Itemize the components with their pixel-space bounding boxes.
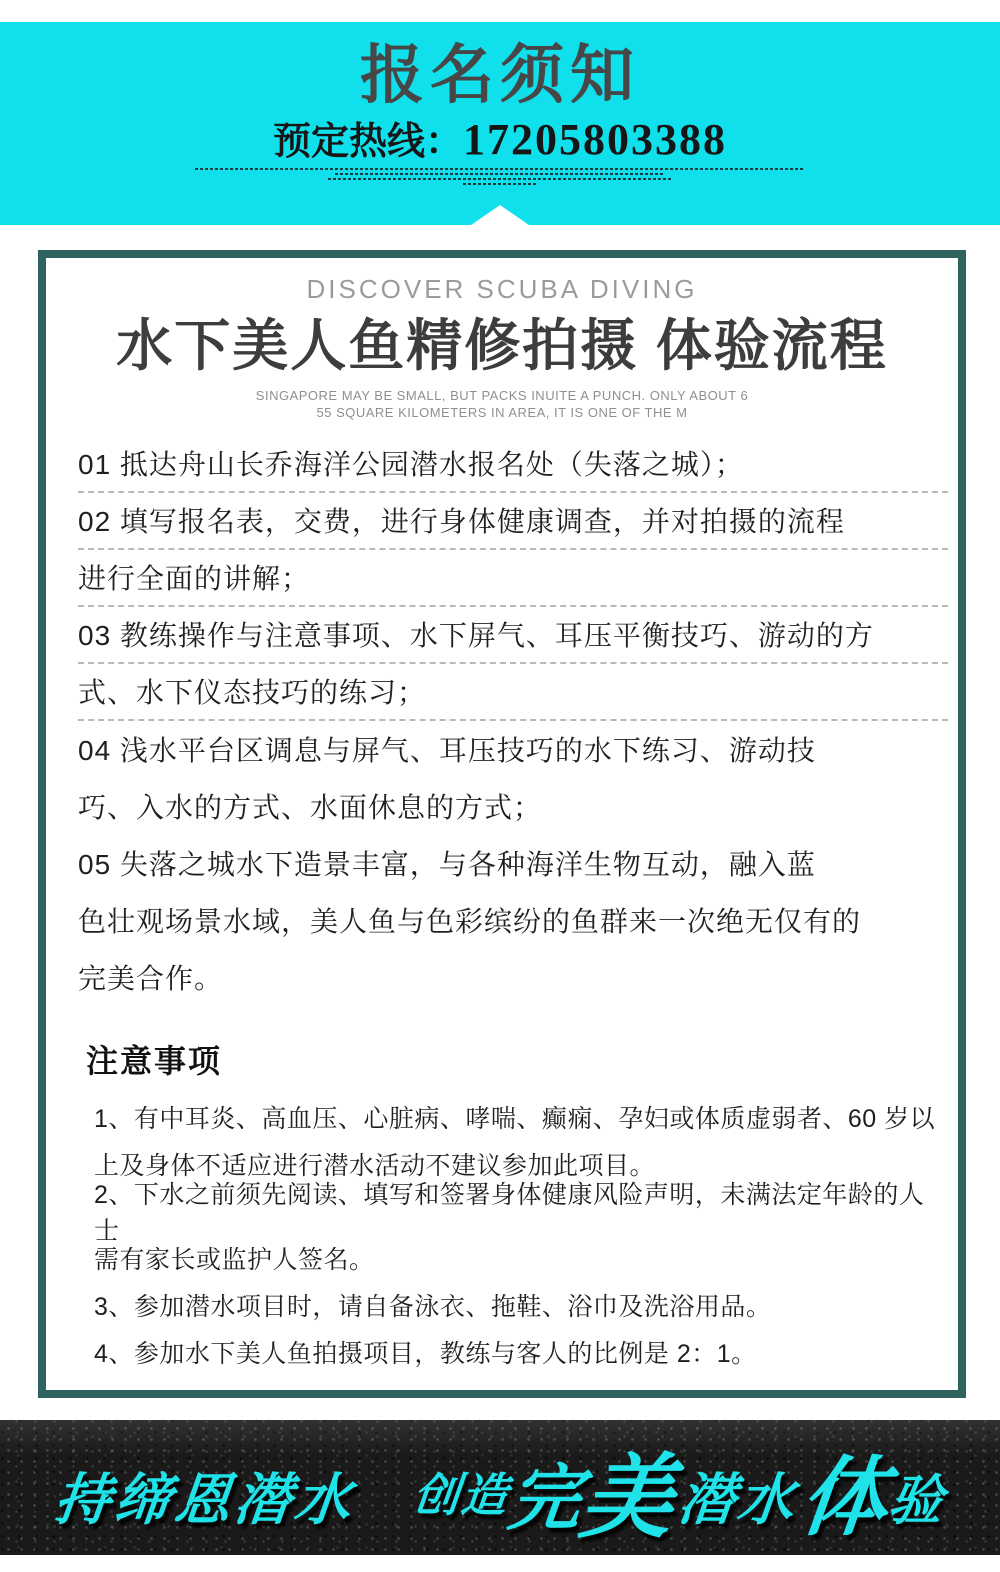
fineprint-line (328, 178, 673, 180)
step-line: 04 浅水平台区调息与屏气、耳压技巧的水下练习、游动技 (78, 735, 816, 767)
slogan-wan: 完 (504, 1458, 586, 1539)
subtitle-line-2: 55 SQUARE KILOMETERS IN AREA, IT IS ONE OF THE M (316, 405, 688, 421)
subtitle-line-1: SINGAPORE MAY BE SMALL, BUT PACKS INUITE A PUNCH. ONLY ABOUT 6 (255, 387, 749, 403)
step-line: 02 填写报名表，交费，进行身体健康调查，并对拍摄的流程 (78, 493, 948, 550)
registration-banner (0, 22, 1000, 225)
fineprint-line (195, 168, 805, 170)
fineprint-line (463, 183, 538, 185)
brand-slogan (51, 1442, 949, 1549)
eyebrow-text: DISCOVER SCUBA DIVING (306, 274, 698, 304)
slogan-yan: 验 (885, 1470, 946, 1531)
note-line: 需有家长或监护人签名。 (94, 1246, 375, 1275)
fineprint-decoration (0, 168, 1000, 185)
steps-list (78, 436, 948, 1006)
brand-footer (0, 1420, 1000, 1555)
slogan-brand-name: 持缔恩潜水 (51, 1467, 359, 1531)
step-line: 03 教练操作与注意事项、水下屏气、耳压平衡技巧、游动的方 (78, 607, 948, 664)
slogan-mei: 美 (575, 1446, 679, 1549)
fineprint-line (335, 173, 665, 175)
step-line: 进行全面的讲解； (78, 550, 948, 607)
note-line: 上及身体不适应进行潜水活动不建议参加此项目。 (94, 1152, 656, 1181)
note-line: 4、参加水下美人鱼拍摄项目，教练与客人的比例是 2：1。 (94, 1340, 757, 1369)
note-line: 2、下水之前须先阅读、填写和签署身体健康风险声明，未满法定年龄的人士 (94, 1181, 925, 1246)
notes-heading: 注意事项 (86, 1042, 223, 1079)
note-line: 3、参加潜水项目时，请自备泳衣、拖鞋、浴巾及洗浴用品。 (94, 1293, 772, 1322)
banner-title: 报名须知 (360, 39, 640, 111)
note-line: 1、有中耳炎、高血压、心脏病、哮喘、癫痫、孕妇或体质虚弱者、60 岁以 (94, 1105, 936, 1134)
step-line: 色壮观场景水域，美人鱼与色彩缤纷的鱼群来一次绝无仅有的 (78, 906, 862, 938)
experience-flow-card (38, 250, 966, 1398)
step-line: 完美合作。 (78, 963, 224, 995)
hotline-label: 预定热线： (272, 121, 463, 164)
card-title: 水下美人鱼精修拍摄 体验流程 (116, 314, 888, 377)
slogan-dive: 潜水 (675, 1467, 801, 1531)
booking-hotline (0, 115, 1000, 165)
card-subtitle (78, 387, 926, 422)
step-line: 01 抵达舟山长乔海洋公园潜水报名处（失落之城）； (78, 436, 948, 493)
step-line: 05 失落之城水下造景丰富，与各种海洋生物互动，融入蓝 (78, 849, 816, 881)
step-line: 式、水下仪态技巧的练习； (78, 664, 948, 721)
slogan-create: 创造 (410, 1468, 512, 1521)
step-line: 巧、入水的方式、水面休息的方式； (78, 792, 543, 824)
hotline-number: 17205803388 (463, 115, 727, 165)
slogan-ti: 体 (795, 1449, 893, 1546)
banner-notch-triangle (471, 205, 529, 225)
notes-list (94, 1094, 948, 1376)
